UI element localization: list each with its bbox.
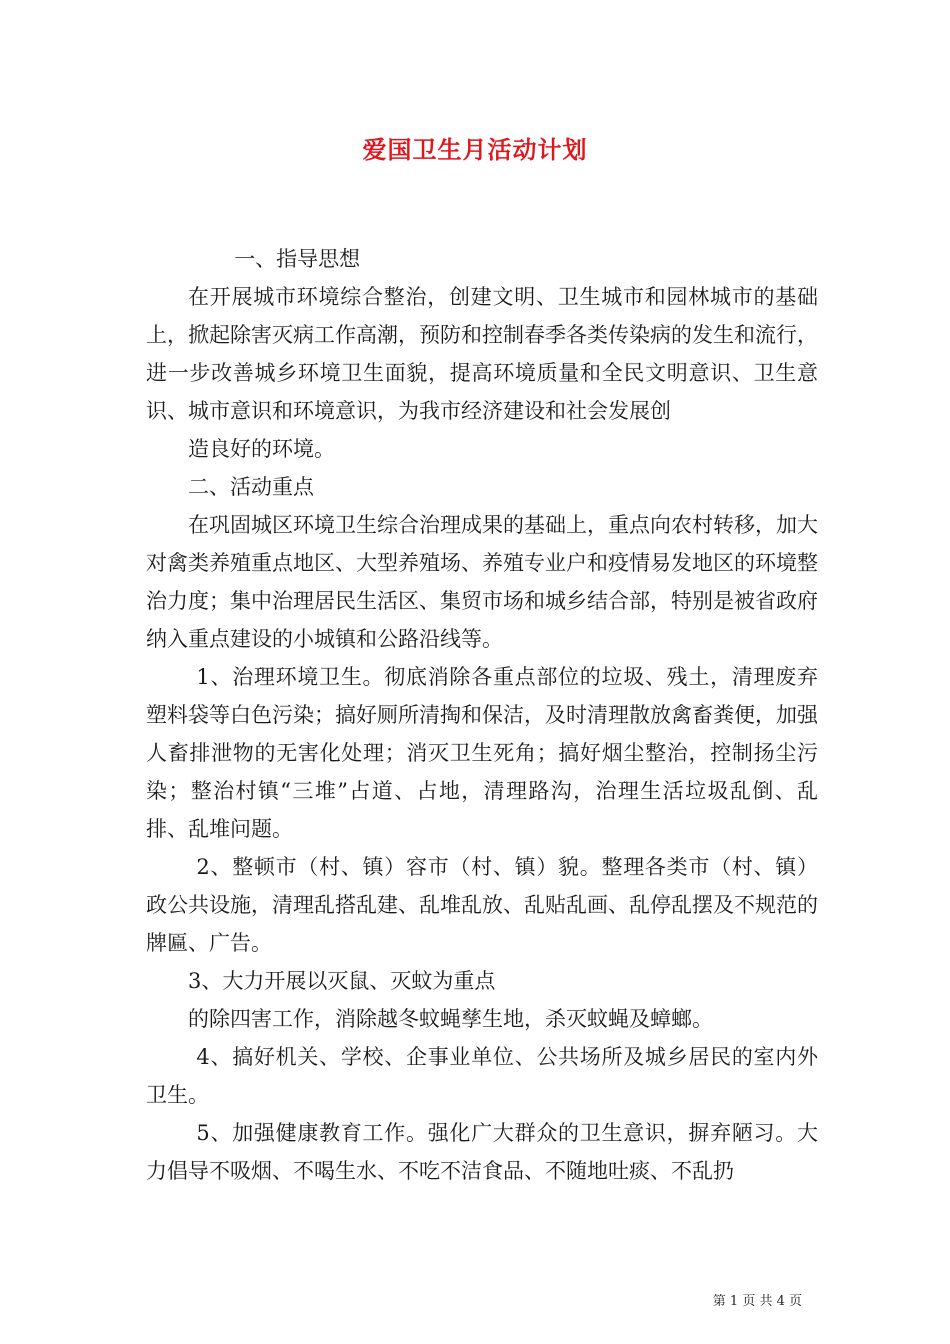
- list-item-1: 1、治理环境卫生。彻底消除各重点部位的垃圾、残土，清理废弃塑料袋等白色污染；搞好厕所清掏和保洁，及时清理散放禽畜粪便，加强人畜排泄物的无害化处理；消灭卫生死角；搞好烟尘整治，控制扬尘污染；整治村镇“三堆”占道、占地，清理路沟，治理生活垃圾乱倒、乱排、乱堆问题。: [146, 665, 818, 841]
- section-heading-guiding-ideology: 一、指导思想: [234, 247, 361, 271]
- list-item-3: 3、大力开展以灭鼠、灭蚊为重点: [188, 969, 496, 993]
- section-heading-activity-focus: 二、活动重点: [188, 475, 314, 499]
- page-number-footer: 第 1 页 共 4 页: [712, 1294, 802, 1309]
- list-item-2: 2、整顿市（村、镇）容市（村、镇）貌。整理各类市（村、镇）政公共设施，清理乱搭乱建、乱堆乱放、乱贴乱画、乱停乱摆及不规范的牌匾、广告。: [146, 855, 818, 955]
- document-body: [146, 240, 818, 1190]
- list-item-4: 4、搞好机关、学校、企事业单位、公共场所及城乡居民的室内外卫生。: [146, 1045, 818, 1107]
- paragraph-activity-focus: 在巩固城区环境卫生综合治理成果的基础上，重点向农村转移，加大对禽类养殖重点地区、大型养殖场、养殖专业户和疫情易发地区的环境整治力度；集中治理居民生活区、集贸市场和城乡结合部，特别是被省政府纳入重点建设的小城镇和公路沿线等。: [146, 513, 818, 651]
- document-title: 爱国卫生月活动计划: [362, 135, 588, 164]
- paragraph-guiding-ideology: 在开展城市环境综合整治，创建文明、卫生城市和园林城市的基础上，掀起除害灭病工作高潮，预防和控制春季各类传染病的发生和流行，进一步改善城乡环境卫生面貌，提高环境质量和全民文明意识、卫生意识、城市意识和环境意识，为我市经济建设和社会发展创: [146, 285, 818, 423]
- paragraph-continuation: 造良好的环境。: [188, 437, 335, 461]
- list-item-3-continuation: 的除四害工作，消除越冬蚊蝇孳生地，杀灭蚊蝇及蟑螂。: [188, 1007, 713, 1031]
- list-item-5: 5、加强健康教育工作。强化广大群众的卫生意识，摒弃陋习。大力倡导不吸烟、不喝生水、不吃不洁食品、不随地吐痰、不乱扔: [146, 1121, 818, 1183]
